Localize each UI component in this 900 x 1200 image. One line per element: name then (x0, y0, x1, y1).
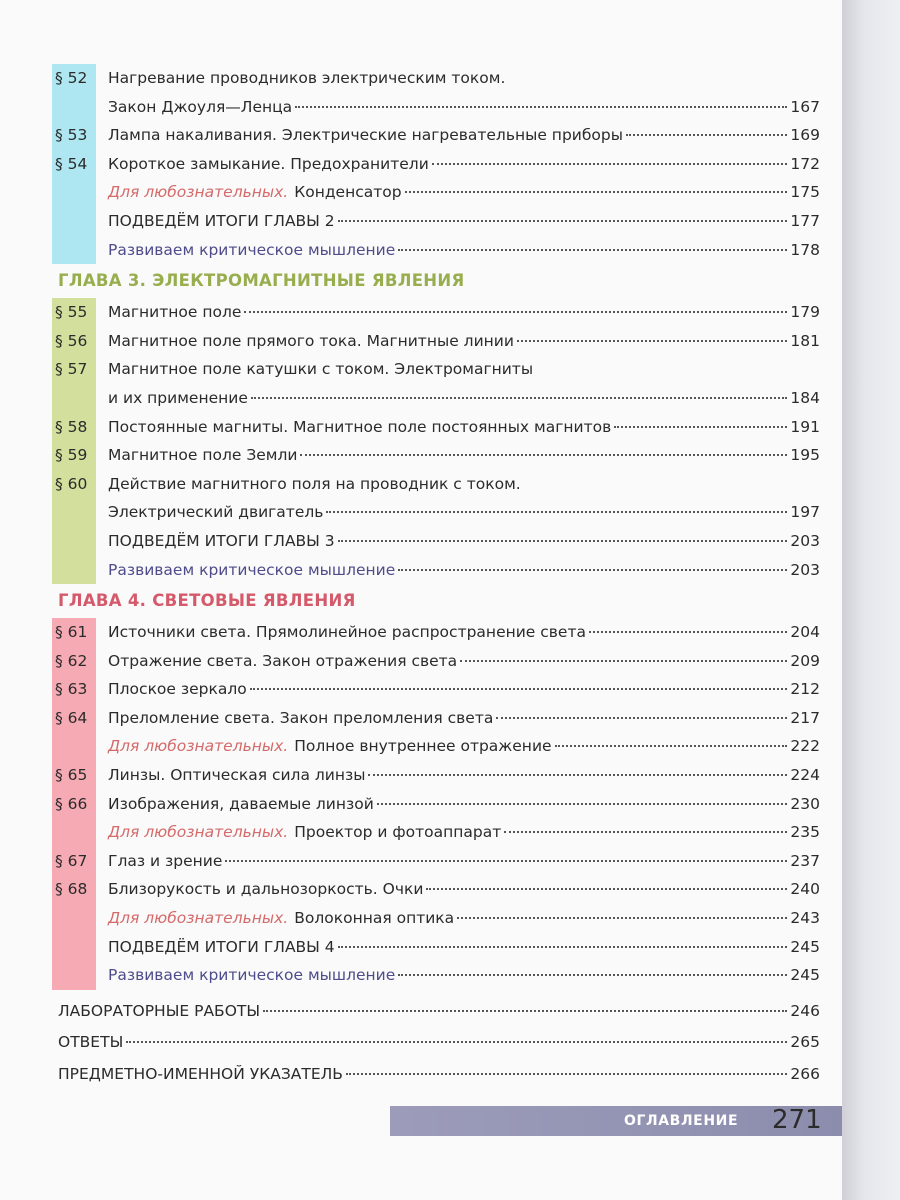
entry-page-number: 217 (790, 708, 820, 727)
entry-title-group (108, 121, 623, 150)
toc-entry[interactable] (108, 647, 820, 676)
entry-title: Короткое замыкание. Предохранители (108, 154, 429, 173)
toc-entry[interactable] (108, 298, 820, 327)
entry-page-number: 230 (790, 794, 820, 813)
toc-entry[interactable] (108, 121, 820, 150)
toc-row (0, 327, 842, 356)
entry-title-group (108, 761, 365, 790)
entry-page-number: 169 (790, 126, 820, 145)
toc-entry[interactable] (108, 933, 820, 962)
dot-leader (504, 831, 787, 833)
section-number: § 57 (55, 360, 88, 379)
toc-row (0, 996, 842, 1028)
entry-title-group (58, 1059, 343, 1091)
toc-entry[interactable] (108, 327, 820, 356)
toc-entry[interactable] (108, 207, 820, 236)
toc-row (0, 790, 842, 819)
dot-leader (589, 631, 787, 633)
entry-page-number: 179 (790, 303, 820, 322)
toc-entry[interactable] (108, 790, 820, 819)
entry-page-number: 172 (790, 154, 820, 173)
toc-row (0, 64, 842, 93)
entry-title: Магнитное поле прямого тока. Магнитные линии (108, 331, 514, 350)
dot-leader (126, 1041, 787, 1043)
dot-leader (398, 249, 787, 251)
section-number: § 56 (55, 331, 88, 350)
entry-title-group (58, 996, 260, 1028)
entry-title: ПОДВЕДЁМ ИТОГИ ГЛАВЫ 2 (108, 211, 335, 230)
toc-entry[interactable] (108, 618, 820, 647)
page-number: 271 (772, 1105, 822, 1135)
section-number: § 65 (55, 766, 88, 785)
entry-title-group (108, 790, 374, 819)
section-number: § 54 (55, 154, 88, 173)
toc-row (0, 875, 842, 904)
entry-title-group (108, 384, 248, 413)
toc-row (0, 527, 842, 556)
toc-entry[interactable] (108, 904, 820, 933)
toc-row (0, 93, 842, 122)
table-of-contents (0, 64, 842, 1090)
toc-entry[interactable] (108, 498, 820, 527)
dot-leader (614, 426, 787, 428)
entry-page-number: 178 (790, 240, 820, 259)
toc-row (0, 847, 842, 876)
entry-title-group (108, 704, 493, 733)
toc-row (0, 384, 842, 413)
entry-title-group (108, 847, 222, 876)
entry-title: Проектор и фотоаппарат (294, 823, 502, 842)
entry-title: и их применение (108, 388, 248, 407)
entry-title: ПОДВЕДЁМ ИТОГИ ГЛАВЫ 3 (108, 531, 335, 550)
dot-leader (346, 1073, 787, 1075)
dot-leader (244, 311, 787, 313)
entry-title-group (108, 618, 586, 647)
toc-entry[interactable] (108, 732, 820, 761)
entry-page-number: 184 (790, 388, 820, 407)
toc-entry[interactable] (108, 527, 820, 556)
entry-page-number: 197 (790, 503, 820, 522)
toc-entry[interactable] (108, 704, 820, 733)
toc-row (0, 761, 842, 790)
entry-title-group (108, 298, 241, 327)
entry-title-group (58, 1027, 123, 1059)
entry-title-group (108, 732, 552, 761)
dot-leader (338, 946, 788, 948)
for-curious-label: Для любознательных. (108, 823, 289, 842)
toc-row (0, 618, 842, 647)
entry-title-group (108, 818, 501, 847)
entry-title-group (108, 178, 402, 207)
dot-leader (251, 397, 788, 399)
dot-leader (225, 860, 787, 862)
entry-title: Магнитное поле Земли (108, 446, 298, 465)
entry-title-group (108, 413, 611, 442)
entry-page-number: 167 (790, 97, 820, 116)
toc-row (0, 207, 842, 236)
dot-leader (555, 745, 788, 747)
toc-entry[interactable] (108, 441, 820, 470)
entry-page-number: 246 (790, 1001, 820, 1020)
entry-page-number: 203 (790, 560, 820, 579)
dot-leader (326, 511, 787, 513)
entry-page-number: 240 (790, 880, 820, 899)
entry-page-number: 181 (790, 331, 820, 350)
section-number: § 64 (55, 708, 88, 727)
entry-title: Линзы. Оптическая сила линзы (108, 766, 366, 785)
entry-title: Источники света. Прямолинейное распространение света (108, 623, 586, 642)
toc-entry[interactable] (108, 556, 820, 585)
toc-row (0, 904, 842, 933)
toc-entry[interactable] (108, 818, 820, 847)
entry-title-group (108, 64, 505, 93)
toc-entry[interactable] (58, 996, 820, 1028)
entry-page-number: 203 (790, 531, 820, 550)
dot-leader (432, 163, 788, 165)
chapter-3-heading: ГЛАВА 3. ЭЛЕКТРОМАГНИТНЫЕ ЯВЛЕНИЯ (58, 271, 465, 291)
toc-entry[interactable] (108, 178, 820, 207)
toc-entry[interactable] (108, 675, 820, 704)
toc-entry[interactable] (108, 384, 820, 413)
dot-leader (398, 974, 787, 976)
toc-row (0, 441, 842, 470)
toc-entry[interactable] (108, 64, 820, 93)
chapter-4-sections (0, 618, 842, 990)
entry-title-group (108, 556, 395, 585)
dot-leader (457, 917, 787, 919)
toc-entry[interactable] (108, 413, 820, 442)
toc-row (0, 150, 842, 179)
entry-page-number: 212 (790, 680, 820, 699)
toc-row (0, 355, 842, 384)
back-matter (0, 996, 842, 1091)
entry-title: Полное внутреннее отражение (294, 737, 552, 756)
entry-title: Закон Джоуля—Ленца (108, 97, 293, 116)
section-number: § 62 (55, 651, 88, 670)
entry-page-number: 191 (790, 417, 820, 436)
dot-leader (263, 1010, 787, 1012)
entry-page-number: 195 (790, 446, 820, 465)
toc-row (0, 178, 842, 207)
toc-entry[interactable] (108, 236, 820, 265)
entry-title-group (108, 675, 247, 704)
section-number: § 67 (55, 851, 88, 870)
toc-row (0, 1059, 842, 1091)
entry-title-group (108, 355, 533, 384)
section-number: § 58 (55, 417, 88, 436)
entry-title-group (108, 470, 521, 499)
toc-entry[interactable] (108, 761, 820, 790)
entry-title: Глаз и зрение (108, 851, 223, 870)
entry-title: ПОДВЕДЁМ ИТОГИ ГЛАВЫ 4 (108, 937, 335, 956)
entry-title: Близорукость и дальнозоркость. Очки (108, 880, 424, 899)
entry-title: Развиваем критическое мышление (108, 240, 396, 259)
dot-leader (368, 774, 787, 776)
entry-title: Нагревание проводников электрическим током. (108, 69, 506, 87)
toc-row (0, 961, 842, 990)
entry-page-number: 265 (790, 1033, 820, 1052)
dot-leader (338, 220, 788, 222)
toc-row (0, 675, 842, 704)
entry-title: Волоконная оптика (294, 909, 455, 928)
dot-leader (460, 660, 787, 662)
entry-title-group (108, 961, 395, 990)
entry-page-number: 266 (790, 1064, 820, 1083)
entry-title-group (108, 327, 514, 356)
entry-title-group (108, 498, 323, 527)
entry-title-group (108, 93, 292, 122)
toc-row (0, 498, 842, 527)
entry-page-number: 235 (790, 823, 820, 842)
dot-leader (517, 340, 787, 342)
toc-row (0, 704, 842, 733)
entry-title-group (108, 207, 335, 236)
section-number: § 63 (55, 680, 88, 699)
chapter-3-sections (0, 298, 842, 584)
entry-title: Электрический двигатель (108, 503, 324, 522)
dot-leader (300, 454, 787, 456)
toc-entry[interactable] (108, 355, 820, 384)
section-number: § 52 (55, 69, 88, 87)
toc-row (0, 647, 842, 676)
for-curious-label: Для любознательных. (108, 909, 289, 928)
toc-row (0, 121, 842, 150)
toc-row (0, 470, 842, 499)
toc-entry[interactable] (108, 847, 820, 876)
entry-title: ОТВЕТЫ (58, 1033, 124, 1052)
toc-row (0, 1027, 842, 1059)
toc-row (0, 732, 842, 761)
for-curious-label: Для любознательных. (108, 183, 289, 202)
entry-title-group (108, 236, 395, 265)
entry-page-number: 245 (790, 966, 820, 985)
toc-entry[interactable] (108, 961, 820, 990)
entry-page-number: 175 (790, 183, 820, 202)
toc-entry[interactable] (108, 93, 820, 122)
entry-page-number: 245 (790, 937, 820, 956)
section-number: § 60 (55, 474, 88, 493)
entry-page-number: 222 (790, 737, 820, 756)
dot-leader (250, 688, 788, 690)
footer-label: ОГЛАВЛЕНИЕ (624, 1113, 739, 1129)
section-number: § 66 (55, 794, 88, 813)
entry-title: Преломление света. Закон преломления света (108, 708, 494, 727)
entry-title-group (108, 150, 429, 179)
entry-title: Развиваем критическое мышление (108, 966, 396, 985)
entry-title: ПРЕДМЕТНО-ИМЕННОЙ УКАЗАТЕЛЬ (58, 1064, 343, 1083)
toc-row (0, 298, 842, 327)
section-number: § 59 (55, 446, 88, 465)
entry-title: Действие магнитного поля на проводник с током. (108, 474, 521, 493)
entry-page-number: 177 (790, 211, 820, 230)
toc-row (0, 818, 842, 847)
entry-title: Плоское зеркало (108, 680, 247, 699)
entry-title: Изображения, даваемые линзой (108, 794, 374, 813)
chapter-4-heading: ГЛАВА 4. СВЕТОВЫЕ ЯВЛЕНИЯ (58, 591, 356, 611)
entry-title-group (108, 904, 454, 933)
dot-leader (338, 540, 788, 542)
entry-title-group (108, 647, 457, 676)
entry-page-number: 243 (790, 909, 820, 928)
toc-entry[interactable] (108, 470, 820, 499)
entry-title: Магнитное поле (108, 303, 242, 322)
page-edge (842, 0, 900, 1200)
dot-leader (426, 888, 787, 890)
entry-title: Постоянные магниты. Магнитное поле постоянных магнитов (108, 417, 612, 436)
entry-title: Отражение света. Закон отражения света (108, 651, 458, 670)
dot-leader (295, 106, 787, 108)
dot-leader (398, 569, 787, 571)
toc-entry[interactable] (108, 875, 820, 904)
dot-leader (496, 717, 787, 719)
section-number: § 53 (55, 126, 88, 145)
toc-entry[interactable] (108, 150, 820, 179)
entry-title-group (108, 875, 423, 904)
chapter-2-sections (0, 64, 842, 264)
entry-page-number: 204 (790, 623, 820, 642)
entry-page-number: 237 (790, 851, 820, 870)
dot-leader (377, 803, 788, 805)
entry-page-number: 224 (790, 766, 820, 785)
entry-title: Лампа накаливания. Электрические нагревательные приборы (108, 126, 623, 145)
entry-title-group (108, 441, 297, 470)
toc-entry[interactable] (58, 1059, 820, 1091)
entry-title: Развиваем критическое мышление (108, 560, 396, 579)
entry-title: Магнитное поле катушки с током. Электромагниты (108, 360, 534, 379)
entry-title: ЛАБОРАТОРНЫЕ РАБОТЫ (58, 1001, 261, 1020)
section-number: § 61 (55, 623, 88, 642)
section-number: § 68 (55, 880, 88, 899)
entry-title-group (108, 933, 335, 962)
toc-row (0, 236, 842, 265)
entry-title: Конденсатор (294, 183, 402, 202)
dot-leader (626, 134, 787, 136)
for-curious-label: Для любознательных. (108, 737, 289, 756)
entry-title-group (108, 527, 335, 556)
toc-row (0, 556, 842, 585)
entry-page-number: 209 (790, 651, 820, 670)
section-number: § 55 (55, 303, 88, 322)
dot-leader (405, 191, 788, 193)
toc-entry[interactable] (58, 1027, 820, 1059)
toc-row (0, 413, 842, 442)
toc-row (0, 933, 842, 962)
